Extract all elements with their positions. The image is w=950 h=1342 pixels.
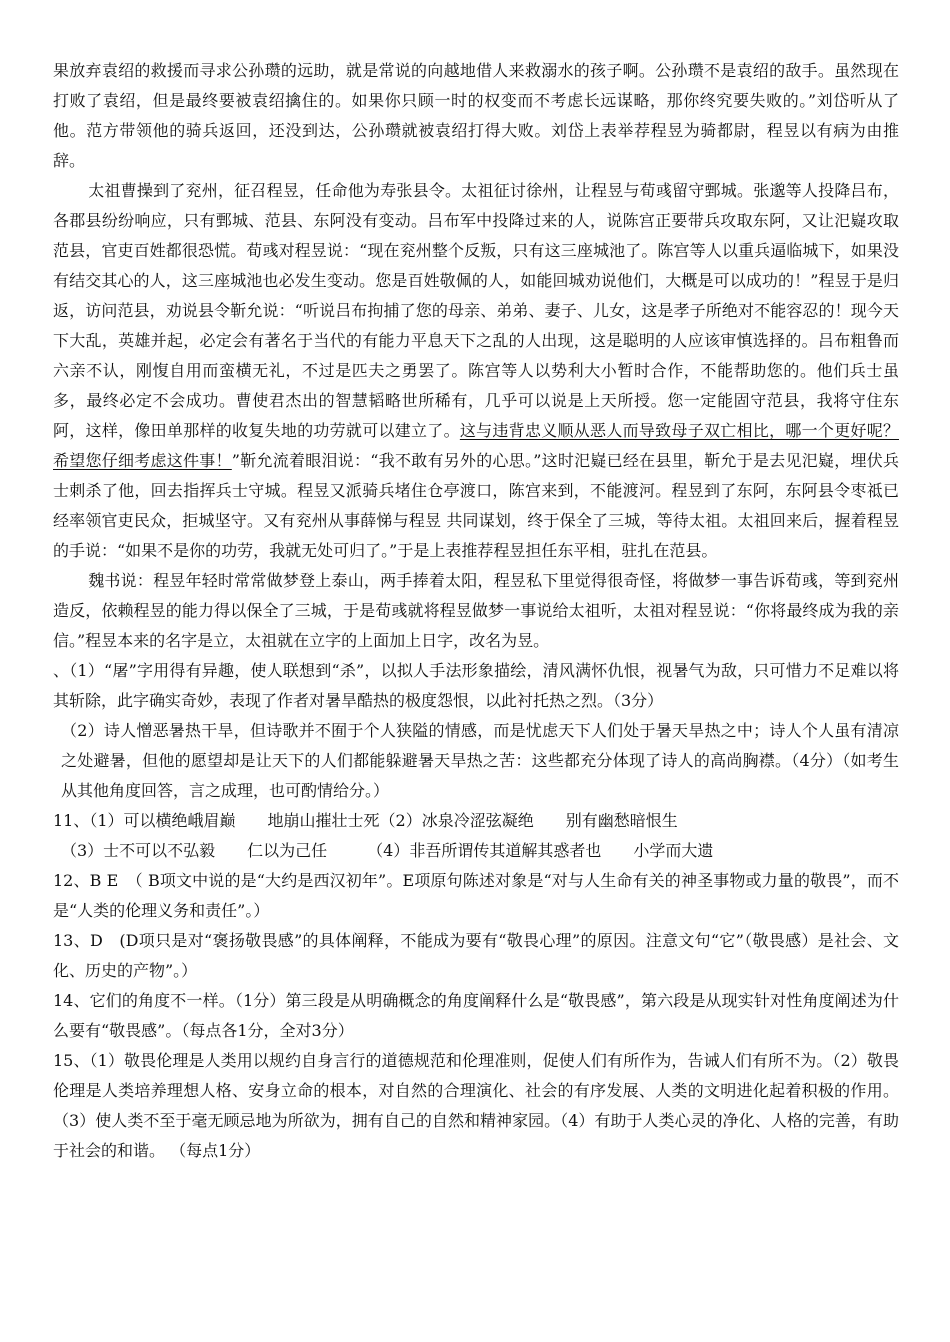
answer-11-line-1: 11、（1）可以横绝峨眉巅 地崩山摧壮士死（2）冰泉冷涩弦凝绝 别有幽愁暗恨生 (53, 811, 678, 830)
translation-paragraph-2-text: 太祖曹操到了兖州，征召程昱，任命他为寿张县令。太祖征讨徐州，让程昱与荀彧留守鄄城。张邈等人投降吕布，各郡县纷纷响应，只有鄄城、范县、东阿没有变动。吕布军中投降过来的人，说陈宫正要带兵攻取东阿，又让汜嶷攻取范县，官吏百姓都很恐慌。荀彧对程昱说：“现在兖州整个反叛，只有这三座城池了。陈宫等人以重兵逼临城下，如果没有结交其心的人，这三座城池也必发生变动。您是百姓敬佩的人，如能回城劝说他们，大概是可以成功的！”程昱于是归返，访问范县，劝说县令靳允说：“听说吕布拘捕了您的母亲、弟弟、妻子、儿女，这是孝子所绝对不能容忍的！现今天下大乱，英雄并起，必定会有著名于当代的有能力平息天下之乱的人出现，这是聪明的人应该审慎选择的。吕布粗鲁而六亲不认，刚愎自用而蛮横无礼，不过是匹夫之勇罢了。陈宫等人以势利大小暂时合作，不能帮助您的。他们兵士虽多，最终必定不会成功。曹使君杰出的智慧韬略世所稀有，几乎可以说是上天所授。您一定能固守范县，我将守住东阿，这样，像田单那样的收复失地的功劳就可以建立了。 (53, 181, 899, 440)
answer-11-line-2: （3）士不可以不弘毅 仁以为己任 （4）非吾所谓传其道解其惑者也 小学而大遗 (61, 841, 714, 860)
underlined-sentence: 这与违背忠义顺从恶人而导致母子双亡相比，哪一个更好呢？希望您仔细考虑这件事！ (53, 421, 899, 470)
answer-10-part-1: 、（1）“屠”字用得有异趣，使人联想到“杀”，以拟人手法形象描绘，清风满怀仇恨，视暑气为敌，只可惜力不足难以将其斩除，此字确实奇妙，表现了作者对暑旱酷热的极度怨恨，以此衬托热之烈。（3分） (53, 661, 899, 710)
answer-15: 15、（1）敬畏伦理是人类用以规约自身言行的道德规范和伦理准则，促使人们有所作为，告诫人们有所不为。（2）敬畏伦理是人类培养理想人格、安身立命的根本，对自然的合理演化、社会的有序发展、人类的文明进化起着积极的作用。（3）使人类不至于毫无顾忌地为所欲为，拥有自己的自然和精神家园。（4）有助于人类心灵的净化、人格的完善，有助于社会的和谐。 （每点1分） (53, 1051, 899, 1160)
translation-paragraph-1: 果放弃袁绍的救援而寻求公孙瓒的远助，就是常说的向越地借人来救溺水的孩子啊。公孙瓒不是袁绍的敌手。虽然现在打败了袁绍，但是最终要被袁绍擒住的。如果你只顾一时的权变而不考虑长远谋略，那你终究要失败的。”刘岱听从了他。范方带领他的骑兵返回，还没到达，公孙瓒就被袁绍打得大败。刘岱上表举荐程昱为骑都尉，程昱以有病为由推辞。 (53, 61, 899, 170)
translation-paragraph-3: 魏书说：程昱年轻时常常做梦登上泰山，两手捧着太阳，程昱私下里觉得很奇怪，将做梦一事告诉荀彧，等到兖州造反，依赖程昱的能力得以保全了三城，于是荀彧就将程昱做梦一事说给太祖听，太祖对程昱说：“你将最终成为我的亲信。”程昱本来的名字是立，太祖就在立字的上面加上日字，改名为昱。 (53, 571, 899, 650)
answer-12: 12、B E （ B项文中说的是“大约是西汉初年”。E项原句陈述对象是“对与人生命有关的神圣事物或力量的敬畏”，而不是“人类的伦理义务和责任”。） (53, 871, 899, 920)
document-page (53, 56, 899, 1166)
translation-paragraph-2 (53, 176, 899, 566)
answer-14: 14、它们的角度不一样。（1分）第三段是从明确概念的角度阐释什么是“敬畏感”，第六段是从现实针对性角度阐述为什么要有“敬畏感”。（每点各1分，全对3分） (53, 991, 899, 1040)
answer-13: 13、D (D项只是对“褒扬敬畏感”的具体阐释，不能成为要有“敬畏心理”的原因。注意文句“它”（敬畏感）是社会、文化、历史的产物”。） (53, 931, 899, 980)
answer-10-part-2: （2）诗人憎恶暑热干旱，但诗歌并不囿于个人狭隘的情感，而是忧虑天下人们处于暑天旱热之中；诗人个人虽有清凉之处避暑，但他的愿望却是让天下的人们都能躲避暑天旱热之苦：这些都充分体现了诗人的高尚胸襟。（4分）（如考生从其他角度回答，言之成理，也可酌情给分。） (61, 721, 899, 800)
translation-paragraph-2-rest: ”靳允流着眼泪说：“我不敢有另外的心思。”这时汜嶷已经在县里，靳允于是去见汜嶷，埋伏兵士刺杀了他，回去指挥兵士守城。程昱又派骑兵堵住仓亭渡口，陈宫来到，不能渡河。程昱到了东阿，东阿县令枣祗已经率领官吏民众，拒城坚守。又有兖州从事薛悌与程昱 共同谋划，终于保全了三城，等待太祖。太祖回来后，握着程昱的手说：“如果不是你的功劳，我就无处可归了。”于是上表推荐程昱担任东平相，驻扎在范县。 (53, 451, 899, 560)
